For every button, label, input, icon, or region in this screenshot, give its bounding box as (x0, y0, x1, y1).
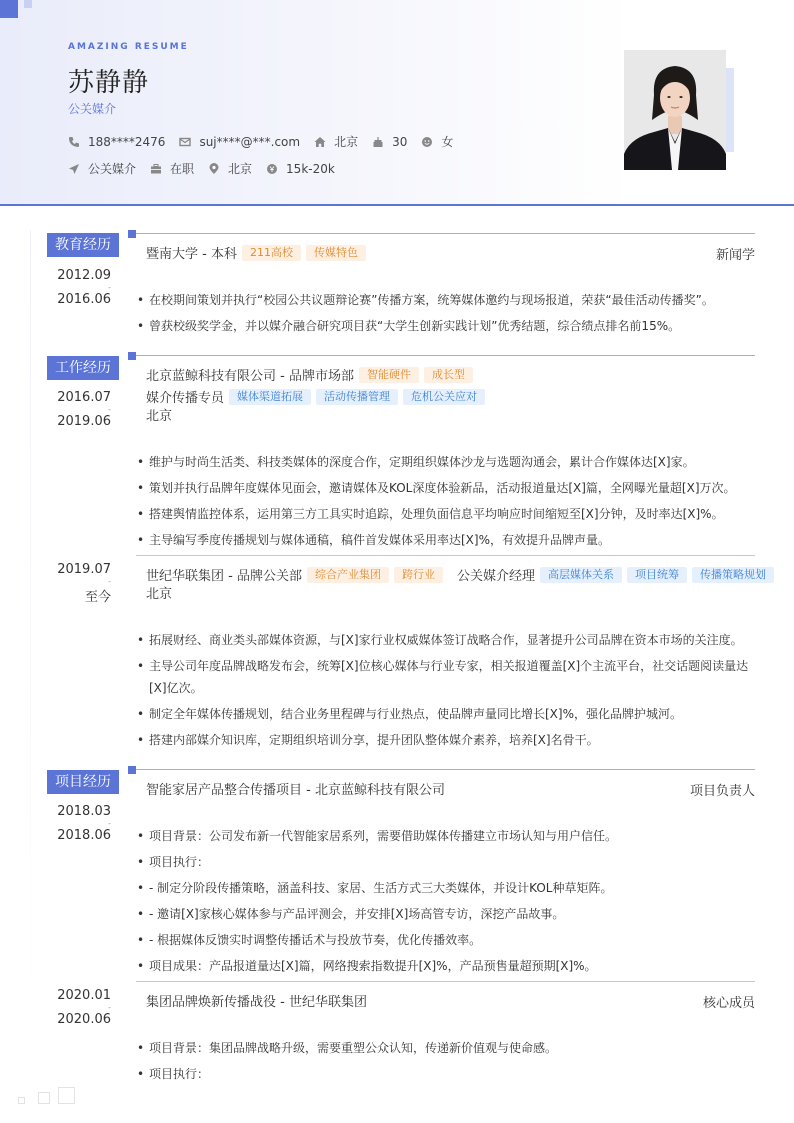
corner-decoration-small (24, 0, 32, 8)
briefcase-icon (150, 163, 162, 175)
age: 30 (392, 134, 408, 149)
role-tag: 传播策略规划 (692, 567, 774, 583)
date-dash: - (108, 819, 111, 828)
section-square (128, 766, 136, 774)
work-role: 公关媒介经理 (456, 569, 535, 584)
work-role-row (146, 387, 485, 406)
decor-square (38, 1092, 50, 1104)
section-square (128, 230, 136, 238)
work-start-date: 2019.07 (57, 562, 111, 577)
list-item: • 在校期间策划并执行“校园公共议题辩论赛”传播方案，统筹媒体邀约与现场报道，荣获“最佳活动传播奖”。 (137, 293, 714, 307)
list-item: • - 根据媒体反馈实时调整传播话术与投放节奏，优化传播效率。 (137, 933, 482, 947)
intent-city: 北京 (228, 162, 253, 176)
project-end-date: 2018.06 (57, 828, 111, 843)
edu-major: 新闻学 (715, 248, 755, 263)
project-role: 核心成员 (702, 996, 755, 1011)
decor-square (58, 1087, 75, 1104)
salary: 15k-20k (286, 161, 335, 176)
work-start-date: 2016.07 (57, 390, 111, 405)
intent-job: 公关媒介 (88, 162, 137, 176)
list-item: • 搭建舆情监控体系，运用第三方工具实时追踪，处理负面信息平均响应时间缩短至[X]分钟，及时率达[X]%。 (137, 507, 724, 521)
work-company: 世纪华联集团 - 品牌公关部 (146, 569, 302, 584)
work-end-date: 2019.06 (57, 414, 111, 429)
work-location: 北京 (146, 409, 173, 424)
date-dash: - (108, 283, 111, 292)
gender-item (421, 133, 453, 150)
project-title: 智能家居产品整合传播项目 - 北京蓝鲸科技有限公司 (146, 783, 445, 798)
employment-status: 在职 (170, 162, 195, 176)
edu-tag: 211高校 (242, 245, 301, 261)
home-icon (314, 136, 326, 148)
edu-school-row (146, 243, 366, 262)
role-tag: 危机公关应对 (403, 389, 485, 405)
cake-icon (372, 136, 384, 148)
company-tag: 综合产业集团 (307, 567, 389, 583)
project-title-row (146, 779, 445, 798)
phone-icon (68, 136, 80, 148)
work-company-row (146, 565, 774, 584)
list-item: • 项目执行： (137, 1067, 210, 1081)
edu-start-date: 2012.09 (57, 268, 111, 283)
location-icon (208, 163, 220, 175)
tagline: AMAZING RESUME (68, 42, 189, 52)
edu-school: 暨南大学 - 本科 (146, 247, 237, 262)
list-item: • 项目背景：集团品牌战略升级，需要重塑公众认知，传递新价值观与使命感。 (137, 1041, 558, 1055)
email-address: suj****@***.com (199, 134, 301, 149)
list-item: • 项目成果：产品报道量达[X]篇，网络搜索指数提升[X]%，产品预售量超预期[X]%。 (137, 959, 597, 973)
edu-end-date: 2016.06 (57, 292, 111, 307)
section-rule (136, 355, 755, 356)
list-item: • 策划并执行品牌年度媒体见面会，邀请媒体及KOL深度体验新品，活动报道量达[X]篇，全网曝光量超[X]万次。 (137, 481, 736, 495)
work-location: 北京 (146, 587, 173, 602)
profile-photo (624, 50, 726, 170)
candidate-name: 苏静静 (68, 68, 150, 98)
date-dash: - (108, 1003, 111, 1012)
work-end-date: 至今 (84, 590, 111, 605)
list-item: • 主导编写季度传播规划与媒体通稿，稿件首发媒体采用率达[X]%，有效提升品牌声量。 (137, 533, 610, 547)
decor-square (18, 1097, 25, 1104)
status-item (150, 160, 194, 177)
salary-item (266, 162, 335, 176)
project-title-row (146, 991, 367, 1010)
role-tag: 项目统筹 (627, 567, 687, 583)
list-item: • 主导公司年度品牌战略发布会，统筹[X]位核心媒体与行业专家，相关报道覆盖[X]个主流平台，社交话题阅读量达[X]亿次。 (137, 659, 749, 695)
section-education-title: 教育经历 (47, 233, 119, 257)
company-tag: 智能硬件 (359, 367, 419, 383)
list-item: • 维护与时尚生活类、科技类媒体的深度合作，定期组织媒体沙龙与选题沟通会，累计合作媒体达[X]家。 (137, 455, 695, 469)
list-item: • 搭建内部媒介知识库，定期组织培训分享，提升团队整体媒介素养，培养[X]名骨干。 (137, 733, 599, 747)
edu-tag: 传媒特色 (306, 245, 366, 261)
company-tag: 跨行业 (394, 567, 443, 583)
city: 北京 (334, 135, 359, 149)
gender-icon (421, 136, 433, 148)
age-item (372, 135, 407, 149)
city-item (314, 133, 358, 150)
project-title: 集团品牌焕新传播战役 - 世纪华联集团 (146, 995, 367, 1010)
project-start-date: 2020.01 (57, 988, 111, 1003)
mail-icon (179, 136, 191, 148)
intent-city-item (208, 160, 252, 177)
list-item: • - 制定分阶段传播策略，涵盖科技、家居、生活方式三大类媒体，并设计KOL种草矩阵。 (137, 881, 613, 895)
list-item: • 项目执行： (137, 855, 210, 869)
section-square (128, 352, 136, 360)
role-tag: 高层媒体关系 (540, 567, 622, 583)
gender: 女 (441, 135, 454, 149)
resume-header (0, 0, 794, 206)
work-role: 媒介传播专员 (146, 391, 225, 406)
entry-divider (136, 555, 755, 556)
entry-divider (136, 981, 755, 982)
money-icon (266, 163, 278, 175)
section-rule (136, 233, 755, 234)
date-dash: - (108, 577, 111, 586)
list-item: • 制定全年媒体传播规划，结合业务里程碑与行业热点，使品牌声量同比增长[X]%，强化品牌护城河。 (137, 707, 682, 721)
section-projects-title: 项目经历 (47, 770, 119, 794)
project-role: 项目负责人 (689, 784, 755, 799)
corner-decoration (0, 0, 18, 18)
list-item: • 曾获校级奖学金，并以媒介融合研究项目获“大学生创新实践计划”优秀结题，综合绩点排名前15%。 (137, 319, 681, 333)
side-decoration-line (30, 230, 31, 1070)
work-company: 北京蓝鲸科技有限公司 - 品牌市场部 (146, 369, 354, 384)
list-item: • 项目背景：公司发布新一代智能家居系列，需要借助媒体传播建立市场认知与用户信任。 (137, 829, 618, 843)
intent-job-item (68, 160, 136, 177)
date-dash: - (108, 405, 111, 414)
company-tag: 成长型 (424, 367, 473, 383)
list-item: • - 邀请[X]家核心媒体参与产品评测会，并安排[X]场高管专访，深挖产品故事。 (137, 907, 565, 921)
work-company-row (146, 365, 473, 384)
send-icon (68, 163, 80, 175)
list-item: • 拓展财经、商业类头部媒体资源，与[X]家行业权威媒体签订战略合作，显著提升公司品牌在资本市场的关注度。 (137, 633, 743, 647)
intent-row (68, 160, 349, 177)
phone-number: 188****2476 (88, 134, 166, 149)
phone-item (68, 135, 165, 149)
contact-row (68, 133, 467, 150)
role-tag: 媒体渠道拓展 (229, 389, 311, 405)
role-tag: 活动传播管理 (316, 389, 398, 405)
project-start-date: 2018.03 (57, 804, 111, 819)
email-item (179, 135, 300, 149)
project-end-date: 2020.06 (57, 1012, 111, 1027)
section-rule (136, 769, 755, 770)
section-work-title: 工作经历 (47, 356, 119, 380)
job-title: 公关媒介 (68, 102, 117, 116)
